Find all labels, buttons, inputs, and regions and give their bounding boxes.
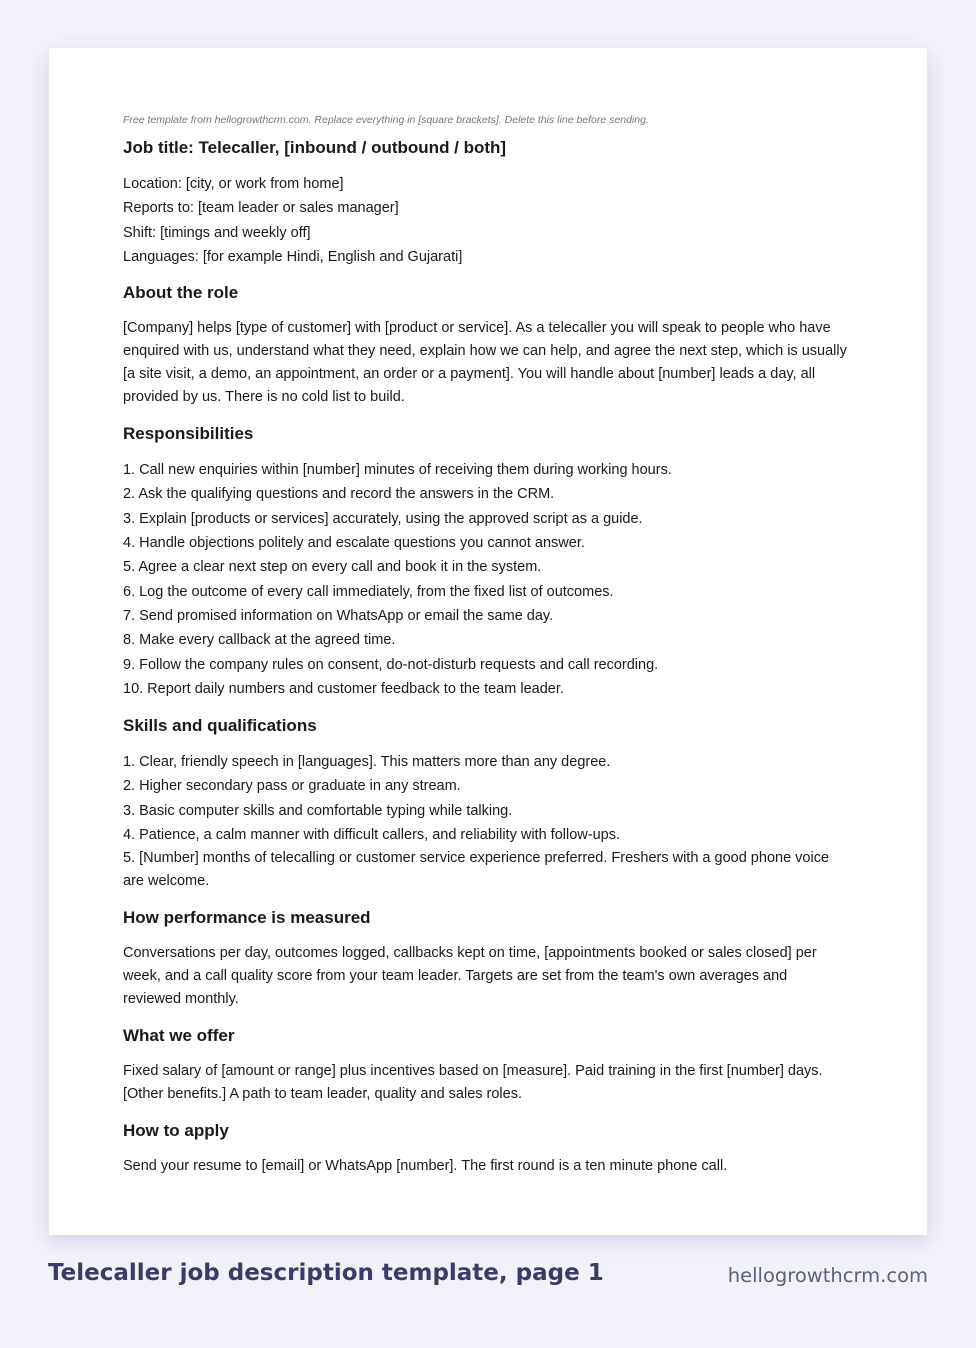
apply-text: Send your resume to [email] or WhatsApp [number]. The first round is a ten minute phone call.	[123, 1158, 728, 1175]
performance-heading: How performance is measured	[123, 908, 371, 928]
document-page	[49, 48, 927, 1235]
about-text: [Company] helps [type of customer] with [product or service]. As a telecaller you will speak to people who have enquired with us, understand what they need, explain how we can help, and agree the next step, which is usually [a site visit, a demo, an appointment, an order or a payment]. You will handle about [number] leads a day, all provided by us. There is no cold list to build.	[123, 320, 847, 406]
list-item: 9. Follow the company rules on consent, do-not-disturb requests and call recording.	[123, 656, 659, 673]
list-item: 4. Handle objections politely and escalate questions you cannot answer.	[123, 535, 585, 552]
list-item: 8. Make every callback at the agreed time.	[123, 632, 396, 649]
list-item: 3. Basic computer skills and comfortable typing while talking.	[123, 802, 513, 819]
list-item: 5. Agree a clear next step on every call and book it in the system.	[123, 559, 542, 576]
performance-text: Conversations per day, outcomes logged, callbacks kept on time, [appointments booked or sales closed] per week, and a call quality score from your team leader. Targets are set from the team's own averages and reviewed monthly.	[123, 945, 817, 1008]
list-item: 10. Report daily numbers and customer feedback to the team leader.	[123, 680, 564, 697]
list-item: 1. Call new enquiries within [number] minutes of receiving them during working hours.	[123, 462, 672, 479]
list-item: 2. Higher secondary pass or graduate in any stream.	[123, 778, 461, 795]
responsibilities-list	[123, 458, 847, 701]
list-item: 2. Ask the qualifying questions and record the answers in the CRM.	[123, 486, 555, 503]
site-name: hellogrowthcrm.com	[727, 1264, 928, 1287]
about-heading: About the role	[123, 283, 239, 303]
meta-languages: Languages: [for example Hindi, English and Gujarati]	[123, 248, 463, 265]
responsibilities-heading: Responsibilities	[123, 424, 254, 444]
page-caption: Telecaller job description template, page 1	[48, 1260, 604, 1286]
apply-heading: How to apply	[123, 1121, 229, 1141]
offer-text: Fixed salary of [amount or range] plus incentives based on [measure]. Paid training in the first [number] days. [Other benefits.] A path to team leader, quality and sales roles.	[123, 1063, 823, 1103]
meta-shift: Shift: [timings and weekly off]	[123, 224, 311, 241]
list-item: 4. Patience, a calm manner with difficult callers, and reliability with follow-ups.	[123, 827, 620, 844]
job-title: Job title: Telecaller, [inbound / outbound / both]	[123, 138, 507, 157]
list-item: 3. Explain [products or services] accurately, using the approved script as a guide.	[123, 510, 643, 527]
list-item: 5. [Number] months of telecalling or customer service experience preferred. Freshers with a good phone voice are welcome.	[123, 850, 830, 890]
template-note: Free template from hellogrowthcrm.com. Replace everything in [square brackets]. Delete this line before sending.	[123, 114, 649, 126]
list-item: 7. Send promised information on WhatsApp or email the same day.	[123, 607, 554, 624]
job-meta	[123, 172, 847, 269]
skills-list	[123, 750, 847, 893]
meta-location: Location: [city, or work from home]	[123, 176, 344, 192]
list-item: 6. Log the outcome of every call immediately, from the fixed list of outcomes.	[123, 583, 614, 600]
offer-heading: What we offer	[123, 1026, 235, 1046]
meta-reports-to: Reports to: [team leader or sales manager]	[123, 200, 399, 217]
list-item: 1. Clear, friendly speech in [languages]. This matters more than any degree.	[123, 754, 611, 771]
skills-heading: Skills and qualifications	[123, 716, 317, 736]
